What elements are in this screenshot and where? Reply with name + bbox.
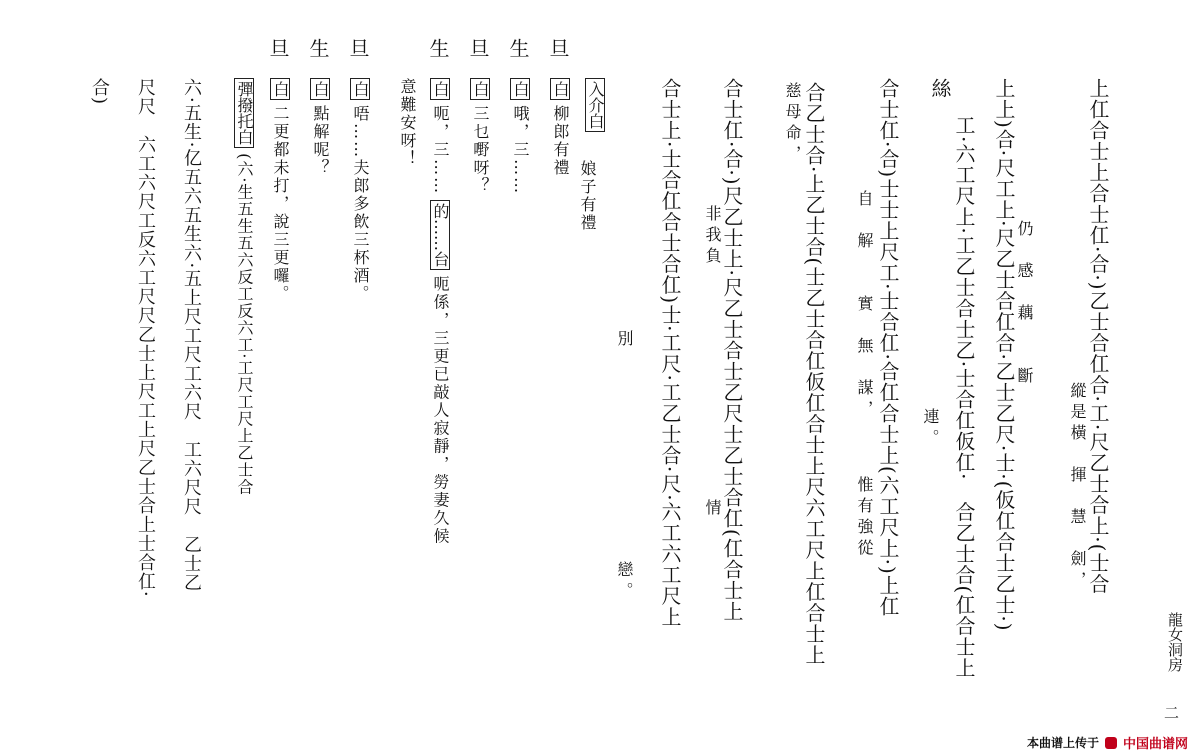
- dialogue-line-4: [470, 78, 490, 195]
- dialogue-line-3: [510, 78, 530, 195]
- tanbo-line-1: [234, 78, 254, 496]
- dialogue-text: 唔……夫郎多飲三杯酒。: [351, 105, 370, 304]
- role-marker: 生: [306, 38, 330, 58]
- tanbo-line-4: 合): [89, 78, 110, 106]
- score-column-1: 上仜合士上合士仜·合·)乙士合仜合·工·尺乙士合上·(士合: [1086, 78, 1110, 595]
- tanbo-line-2: 六·五生·亿五六五生六·五上尺工尺工六尺 工六尺尺 乙士乙: [181, 78, 202, 593]
- dialogue-line-8: [310, 78, 330, 177]
- site-name: 中国曲谱网: [1122, 736, 1188, 751]
- lyric-column-7: 非我負 情: [703, 205, 722, 520]
- score-column-5: 合士仜·合)士士上尺工·士合仜·合仜合士上(六工尺上·)上仜: [876, 78, 900, 617]
- role-marker: 生: [506, 38, 530, 58]
- role-marker: 旦: [466, 38, 490, 58]
- dialogue-text-2: 呃係，三更已敲人寂靜，勞妻久候: [431, 275, 450, 546]
- lyric-column-2: 仍 感 藕 斷: [1015, 220, 1034, 388]
- dialogue-line-5: [430, 78, 450, 545]
- footer-text: 本曲谱上传于: [1026, 736, 1099, 750]
- score-column-7: 合士仜·合·)尺乙士上·尺乙士合士乙尺士乙士合仜(仜合士上: [720, 78, 744, 622]
- score-column-3: 絲: [928, 78, 952, 99]
- speech-tag: 白: [550, 78, 570, 100]
- speech-tag: 白: [470, 78, 490, 100]
- score-title: 龍女洞房: [1166, 612, 1184, 672]
- lyric-column-1: 縱是橫 揮 慧 劍，: [1068, 382, 1087, 592]
- upload-footer: [1027, 733, 1188, 752]
- speech-tag: 白: [430, 78, 450, 100]
- dialogue-line-1: [585, 78, 605, 132]
- score-column-8: 合士上·士合仜合士合仜)士·工尺·工乙士合·尺·六工六工尺上: [658, 78, 682, 628]
- dialogue-text: 呃，三……: [431, 105, 450, 196]
- dialogue-line-7: [350, 78, 370, 303]
- speech-tag: 入介白: [585, 78, 605, 132]
- dialogue-line-6: 意難安呀！: [398, 78, 417, 168]
- dialogue-text: 點解呢？: [311, 105, 330, 178]
- speech-tag: 白: [270, 78, 290, 100]
- score-column-6: 合乙士合·上乙士合(士乙士合仜仮仜合士上尺六工尺上仜合士上: [802, 82, 826, 666]
- speech-tag-2: 的……台: [430, 200, 450, 270]
- page-header: [1167, 612, 1182, 672]
- dialogue-text: 三乜嘢呀？: [471, 105, 490, 196]
- lyric-column-5: 自 解 實 無 謀， 惟有強從: [855, 190, 874, 560]
- lyric-column-8: 別 戀。: [615, 330, 634, 603]
- dialogue-text: 哦，三……: [511, 105, 530, 196]
- dialogue-text-1: 娘子有禮: [578, 160, 597, 232]
- role-marker: 旦: [266, 38, 290, 58]
- site-logo-icon: [1105, 737, 1117, 749]
- speech-tag: 白: [350, 78, 370, 100]
- role-marker: 旦: [346, 38, 370, 58]
- tanbo-line-3: 尺尺 六工六尺工反六工尺尺乙士上尺工上尺乙士合上士合仜·: [135, 78, 156, 598]
- tanbo-tag: 彈撥托白: [234, 78, 254, 148]
- speech-tag: 白: [310, 78, 330, 100]
- tanbo-notes-1: (六·生五生五六反工反六工·工尺工尺上乙士合: [235, 153, 254, 496]
- dialogue-line-9: [270, 78, 290, 303]
- speech-tag: 白: [510, 78, 530, 100]
- dialogue-line-2: [550, 78, 570, 177]
- score-column-2: 上上)合·尺工上·尺乙士合仜合·乙士乙尺·士·(仮仜合士乙士·): [992, 78, 1016, 632]
- dialogue-text: 柳郎有禮: [551, 105, 570, 178]
- role-marker: 生: [426, 38, 450, 58]
- score-column-4: 工·六工尺上·工乙士合士乙·士合仜仮仜· 合乙士合(仜合士上: [952, 115, 976, 679]
- lyric-column-4: 連。: [921, 408, 940, 450]
- dialogue-text: 二更都未打，說三更囉。: [271, 105, 290, 304]
- lyric-column-6: 慈母命，: [783, 82, 802, 166]
- page-number: 二: [1162, 705, 1180, 720]
- role-marker: 旦: [546, 38, 570, 58]
